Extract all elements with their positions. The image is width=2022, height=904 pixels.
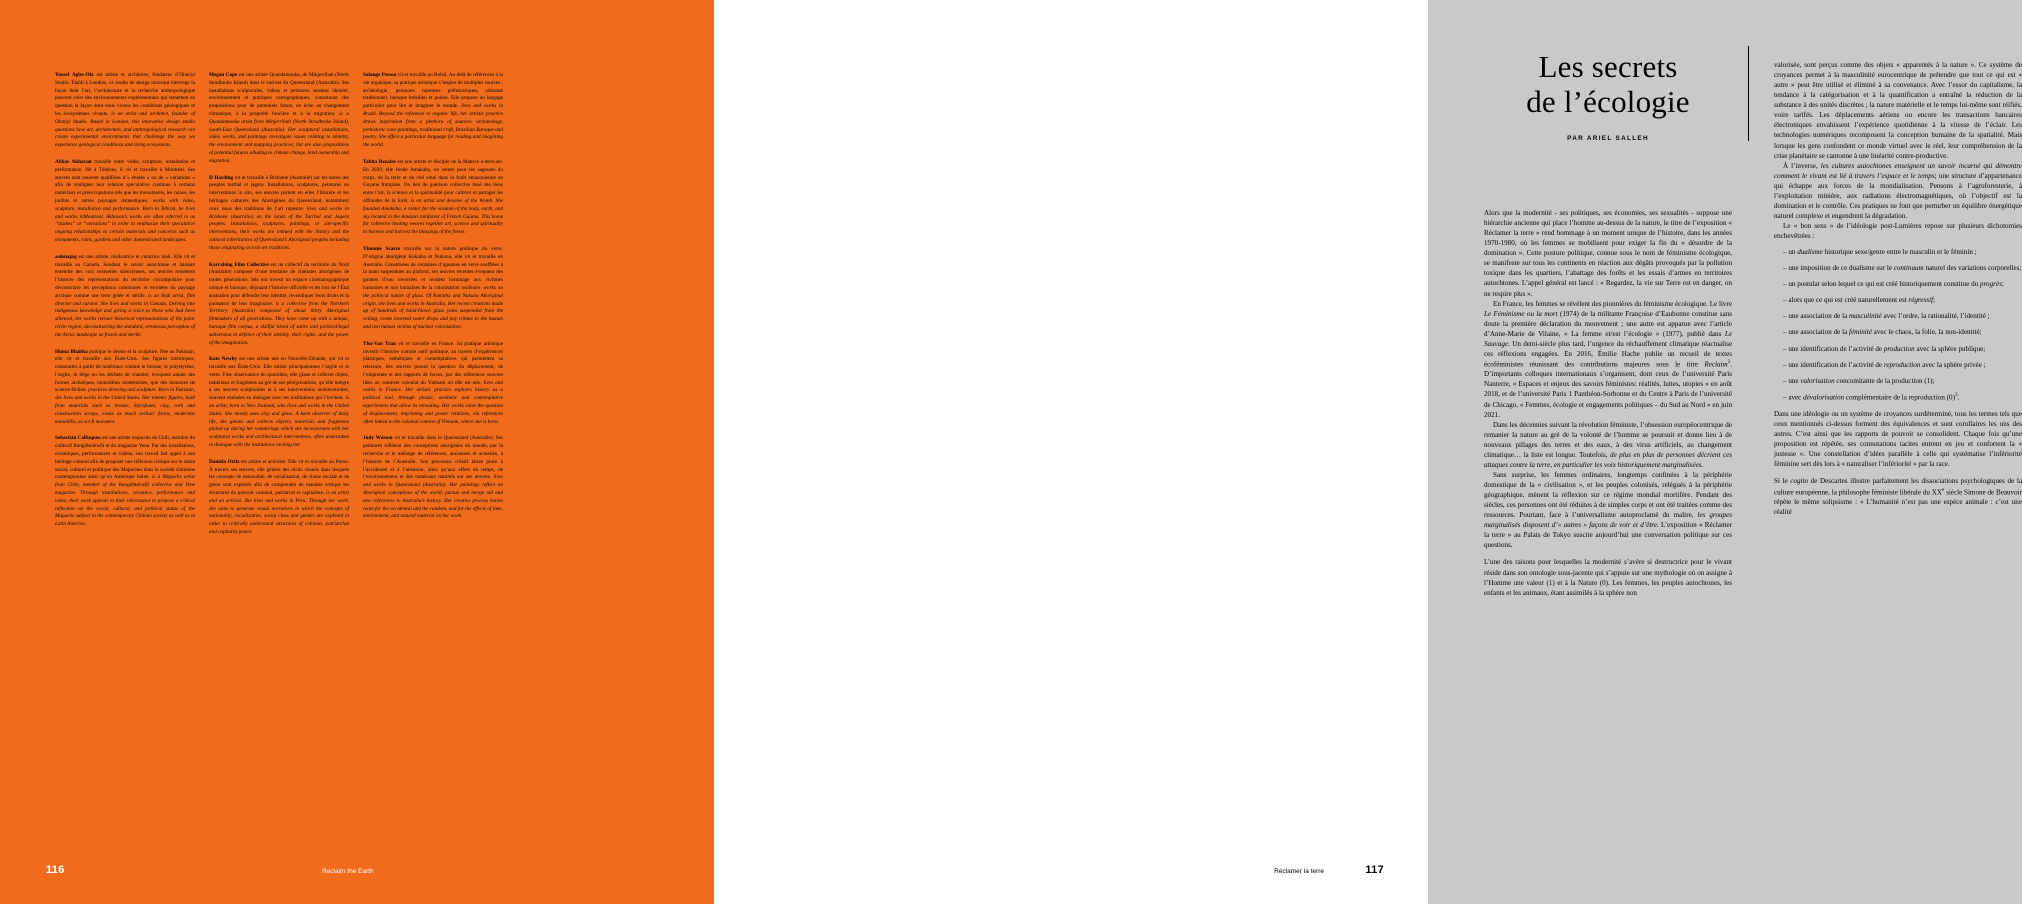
bio-text-en: is an artist and an activist. She lives and works in Peru. Through her work, she aims to generate visual narratives in which the concepts of nationality, racialization, social class and gender are explored in order to critically understand structures of colonial, patriarchal and capitalist power. — [209, 490, 349, 536]
folio-right: 117 — [1365, 864, 1384, 876]
list-item: – avec dévalorisation complémentaire de la reproduction $(0)^3$. — [1783, 391, 1960, 402]
paragraph: Alors que la modernité - ses politiques, ses économies, ses sexualités - suppose une hiérarchie ancienne qui place l’homme au-dessus de la nature, le titre de l’exposition « Réclamer la terre » rend hommage à un moment unique de l’histoire, dans les années 1970-1980, où les femmes se mobilisent pour exiger la fin du « désordre de la domination ». Cette posture politique, connue sous le nom de féminisme écologique, se manifeste sur tous les continents en réaction aux dégâts provoqués par la pollution toxique dans les quartiers, l’abattage des forêts et les essais d’armes en territoires autochtones. L’appel général est lancé : « Regardez, la vie sur Terre est en danger, on ne respire plus ». — [1484, 209, 1732, 298]
bio-text-fr: est artiste et activiste. Elle vit et travaille au Pérou. À travers ses œuvres, elle génère des récits visuels dans lesquels les concepts de nationalité, de racialisation, de classe sociale et de genre sont explorés afin de comprendre de manière critique les structures du pouvoir colonial, patriarcal et capitaliste. — [209, 458, 349, 497]
bio-text-en: works on the political nature of glass. Of Kokatha and Nukunu Aboriginal origin, she lives and works in Australia. Her recent creations made up of hundreds of hand-blown glass yams suspended from the ceiling, evoke inverted water drops and pay tribute to the human and non human victims of nuclear colonization. — [363, 284, 503, 330]
bio-text-en: is an artist and architect, founder of Olaniyi Studio. Based in London, this innovative design studio questions how art, architecture, and anthropological research can create experimental environments that challenge the way we experience geological conditions and living ecosystems. — [55, 110, 195, 149]
bio-column-3 — [363, 72, 503, 802]
bio-text-en: lives and works in Queensland (Australia). Her paintings reflect on Aboriginal conceptions of the world, pursue and merge old and new references to Australia’s history. Her creative process leaves room for the accidental and the random, and for the effects of time, environment, and natural material on her work. — [363, 474, 503, 520]
article-column-left — [1484, 208, 1732, 598]
bio-text-en: practices drawing and sculpture. Born in Pakistan, she lives and works in the United States. Her totemic figures, built from materials such as bronze, Styrofoam, clay, cork and construction scraps, evoke as much archaic forms, modernist monoliths, as sci-fi monsters. — [55, 387, 195, 425]
bio-column-1 — [55, 72, 195, 802]
bio-text-en: lives and works in Brazil. Beyond the reference to organic life, her artistic practice draws inspiration from a plethora of sources: archaeology, prehistoric cave paintings, traditional craft, Brazilian Baroque and poetry. She offers a particular language for reading and imagining the world. — [363, 103, 504, 149]
bio-text-fr: travaille sur la nature politique du verre. D’origine aborigène Kokatha et Nukunu, elle vit et travaille en Australie. Constituées de centaines d’ignames en verre soufflées à la main suspendues au plafond, ses œuvres récentes évoquent des gouttes d’eau inversées et rendent hommage aux victimes humaines et non humaines de la colonisation nucléaire. — [363, 245, 503, 291]
list-item: – un dualisme historique sexe/genre entre le masculin et le féminin ; — [1783, 248, 1977, 257]
bio-entry — [363, 435, 503, 521]
bio-entry — [55, 435, 195, 529]
paragraph: Sans surprise, les femmes ordinaires, longtemps confinées à la périphérie domestique de la « civilisation », et les peuples colonisés, relégués à la périphérie géographique, mènent la réflexion sur ce régime mondial mortifère. Pendant des siècles, ces personnes ont été réduites à de simples corps et ont été traitées comme des ressources. Pourtant, face à l’universalisme autoproclamé du maître, les groupes marginalisés disposent d’« autres » façons de voir et d’être. L’exposition « Réclamer la terre » au Palais de Tokyo suscite aujourd’hui une conversation politique sur ces questions. — [1484, 470, 1733, 550]
bio-name: Thu-Van Tran — [363, 340, 396, 347]
bio-entry — [363, 72, 503, 150]
contributor-bios — [55, 72, 657, 802]
bio-text-en: is a Mapuche artist from Chile, member of the Rangiñtulewfü collective and Yene magazine. Through installations, ceramics, performance and video, their work appeals to their inheritance to propose a critical reflection on the social, cultural, and political status of the Mapuche subject in the contemporary Chilean society as well as in Latin America. — [55, 474, 195, 528]
bio-text-en: works with video, sculpture, installation and performance. Born in Tehran, he lives and works inMontreal. Akhavan’s works are often referred to as “studies” or “variations” in order to emphasize their speculative ongoing relationships to certain materials and concerns such as monuments, ruins, gardens and other domesticated landscapes. — [55, 197, 195, 243]
bio-name: Judy Watson — [363, 435, 393, 442]
bio-text-fr: est une artiste née en Nouvelle-Zélande, qui vit et travaille aux États-Unis. Elle utilise principalement l’argile et le verre. Fine observatrice du quotidien, elle glane et collecte objets, matériaux et fragments au gré de ses pérégrinations, qu’elle intègre à ses œuvres sculpturales et à ses interventions architecturales, souvent réalisées en dialogue avec les institutions qui l’invitent. — [209, 356, 349, 402]
bio-name: Sebastián Calfuqueo — [55, 435, 101, 442]
title-line-2: de l’écologie — [1526, 83, 1690, 119]
list-item: – une identification de l’activité de production avec la sphère publique; — [1783, 344, 1986, 353]
right-page — [714, 0, 2022, 904]
bio-name: Kate Newby — [209, 356, 238, 363]
bio-entry — [209, 459, 349, 537]
bio-text-fr: vit et travaille à Brisbane (Australie) sur les terres des peuples turrbal et jagera. Installations, sculptures, peintures ou interventions in situ, ses œuvres portent en elles l’histoire et les héritages culturels des Aborigènes du Queensland, notamment ceux issus des traditions de l’art rupestre. — [209, 174, 349, 212]
bio-name: Solange Pessoa — [363, 72, 397, 78]
bio-entry — [55, 254, 195, 340]
paragraph: valorisée, sont perçus comme des objets « apparentés à la nature ». Ce système de croyances permet à la masculinité eurocentrique de prétendre que tout ce qui est « autre » peut être utilisé et éliminé à sa convenance. Avec l’essor du capitalisme, la tendance à la catégorisation et à la quantification a entraîné la réduction de la substance à des unités discrètes ; la nature matérielle et le temps lui-même sont réifiés, voire tarifés. Les déplacements aériens ou encore les transactions bancaires électroniques envahissent l’expérience quotidienne à la vitesse de l’éclair. Les technologies numériques recomposent la conception humaine de la spatialité. Mais lorsque les gens confondent ce monde virtuel avec le réel, leur compréhension de la crise planétaire se cantonne à une linéarité contre-productive. — [1774, 61, 2022, 160]
list-item: – un postulat selon lequel ce qui est créé historiquement constitue du progrès; — [1783, 280, 2004, 289]
bio-text-en: is an Inuk artist, film director and curator. She lives and works in Canada. Delving into indigenous knowledge and giving a voice to those who had been silenced, her works retrace historical representations of the polar circle region, deconstructing the standard, erroneous perception of the Arctic landscape as frozen and sterile. — [55, 292, 196, 338]
spacer — [1774, 469, 2022, 476]
bio-entry — [55, 159, 195, 245]
bio-text-fr: est une artiste et disciple de la Matrice u.terre.ine. En 2020, elle fonde Amakaba, un centre pour les sagesses du corps, de la terre et du ciel situé dans la forêt amazonienne en Guyane française. On lieu de guérison collective tissé des liens entre l’art, la science et la spiritualité pour cultiver et partager les offrandes de la forêt. — [363, 158, 503, 204]
bio-entry — [209, 262, 349, 348]
left-page — [0, 0, 714, 904]
bio-name: Yussef Agbo-Ola — [55, 72, 94, 78]
bio-text-fr: travaille entre vidéo, sculpture, installation et performance. Né à Téhéran, il vit et travaille à Montréal. Ses œuvres sont souvent qualifiées d’« études » ou de « variations » afin de souligner leur relation spéculative continue à certains matériaux et préoccupations tels que les monuments, les ruines, les jardins et autres paysages domestiques. — [55, 158, 195, 204]
bio-text-fr: est une artiste, réalisatrice et curatrice inuk. Elle vit et travaille au Canada. Sondant le savoir autochtone et laissant entendre des voix textuelles silencieuses, ses œuvres remettent l’histoire des représentations du territoire circumpolaire pour déconstruire les perceptions communes et erronées du paysage arctique comme une terre gelée et stérile. — [55, 253, 195, 299]
list-item: – une identification de l’activité de reproduction avec la sphère privée ; — [1783, 360, 1986, 369]
bio-entry — [209, 356, 349, 450]
bio-column-2 — [209, 72, 349, 802]
bio-entry — [209, 175, 349, 253]
paragraph: Dans les décennies suivant la révolution féministe, l’obsession européocentrique de remanier la nature au gré de la volonté de l’homme se poursuit et donne lieu à de nouveaux pillages des terres et des eaux, à des virus artificiels, au changement climatique… la liste est longue. Toutefois, de plus en plus de personnes décrient ces attaques contre la terre, en particulier les voix historiquement marginalisées. — [1484, 420, 1733, 469]
bio-text-en: lives and works in Brisbane (Australia) on the lands of the Turrbal and Jagera peoples. Installations, sculptures, paintings, or site-specific interventions, their works are imbued with the history and the cultural inheritances of Queensland’s Aboriginal peoples including those originating in rock art traditions. — [209, 205, 350, 251]
vertical-divider — [1748, 46, 1749, 141]
bio-name: D Harding — [209, 174, 234, 181]
spacer — [1484, 550, 1732, 557]
bio-text-en: is an artist, born in New Zealand, who lives and works in the United States. She mostly uses clay and glass. A keen observer of daily life, she gleans and collects objects, materials and fragments picked up during her wanderings which she incorporates with her sculptural works and architectural interventions, often undertaken in dialogue with the institutions inviting her. — [209, 395, 349, 449]
paragraph: Dans une idéologie ou un système de croyances surdéterminé, tous les termes tels que ceux mentionnés ci-dessus forment des équivalences et sont corollaires les uns des autres. C’est ainsi que les rapports de pouvoir se consolident. Chaque fois qu’une proposition est répétée, ses connotations tacites entrent en jeu et confortent la « justesse ». Une constellation d’idées parallèle à celle qui systématise l’infériorité féminine sert dès lors à « naturaliser l’infériorité » par la race. — [1774, 410, 2022, 469]
bio-text-fr: vit et travaille dans le Queensland (Australie). Ses peintures reflètent des conceptions aborigènes du monde, par la recherche et le mélange de références, anciennes et actuelles, à l’histoire de l’Australie. Son processus créatif laisse place à l’accidentel et à l’aléatoire, ainsi qu’aux effets du temps, de l’environnement et des matériaux naturels sur ses œuvres. — [363, 435, 503, 481]
bio-text-fr: est artiste et architecte, fondateur d’Olaniyi Studio. Établi à Londres, ce studio de design innovant interroge la façon dont l’art, l’architecture et la recherche anthropologique peuvent créer des environnements expérimentaux qui remettent en question la façon dont nous vivons les conditions géologiques et les écosystèmes vivants. — [55, 72, 195, 117]
bio-text-en: lives and works in France. Her artistic practice explores history as a political tool, through plastic, aesthetic and contemplative experiments that allow its rereading. Her works raise the question of displacement, imprinting and power relations, via references often linked to the colonial context of Vietnam, where she is born. — [363, 379, 503, 425]
bio-entry — [363, 246, 503, 332]
bio-text-en: is a collective from the Northern Territory (Australia) composed of about thirty Aboriginal filmmakers of all generations. They have come up with a unique, baroque film corpus, a skillful blend of satire and political/legal subversion in defence of their identity, their rights, and the power of the imagination. — [209, 300, 349, 346]
paragraph: Si le cogito de Descartes illustre parfaitement les dissociations psychologiques de la culture européenne, la philosophe féministe libérale du XXe siècle Simone de Beauvoir répète le même solipsisme : « L’humanité n’est pas une espèce animale : c’est une réalité — [1774, 477, 2022, 517]
article-title-block — [1484, 50, 1732, 142]
bio-text-fr: pratique le dessin et la sculpture. Née au Pakistan, elle vit et travaille aux États-Unis. Ses figures totémiques, construites à partir de matériaux comme le bronze, le polystyrène, l’argile, le liège ou les déchets de chantier, évoquent autant des formes archaïques, monolithes modernistes, que des monstres de science-fiction. — [55, 348, 195, 394]
bio-name: Megan Cope — [209, 72, 238, 78]
bio-name: Huma Bhabha — [55, 348, 88, 355]
list-item: – une valorisation concomitante de la production (1); — [1783, 376, 1935, 385]
spacer — [1774, 402, 2022, 409]
bio-entry — [209, 72, 349, 166]
bio-text-fr: est une artiste Quandamooka, de Minjerribah (North Stradbroke Island) dans le sud-est du Queensland (Australie). Ses installations sculpturales, vidéos et peintures sondent identité, environnement et pratiques cartographiques, constituant des propositions pour de potentiels futurs, en écho au changement climatique, à la propriété foncière et à la migration. — [209, 72, 349, 117]
folio-left: 116 — [46, 864, 65, 876]
list-item: – une association de la masculinité avec l’ordre, la rationalité, l’identité ; — [1783, 312, 1990, 321]
bio-column-4 — [517, 72, 657, 802]
bio-name: Yhonnie Scarce — [363, 245, 401, 252]
running-head-right: Réclamer la terre — [1274, 868, 1324, 875]
bio-name: Abbas Akhavan — [55, 158, 92, 165]
bio-text-en: is a Quandamooka artist from Minjerribah (North Stradbroke Island), South-East Queensland (Australia). Her sculptural installations, video works, and paintings investigate issues relating to identity, the environment and mapping practices; but are also propositions of potential futures alluding to climate change, land ownership and migration. — [209, 110, 349, 164]
paragraph: L’une des raisons pour lesquelles la modernité s’avère si destructrice pour le vivant réside dans son ontologie sous-jacente qui s’appuie sur une mythologie où on assigne à l’Homme une valeur (1) et à la Nature (0). Les femmes, les peuples autochtones, les enfants et les animaux, étant assimilés à la sphère non — [1484, 558, 1732, 597]
bio-text-en: is an artist and devotee of the Womb. She founded Amakaba, a center for the wisdom of the body, earth, and sky located in the Amazon rainforest of French Guiana. This home for collective healing weaves together art, science and spirituality to harness and harvest the blessings of the forest. — [363, 197, 503, 236]
bio-text-fr: vit et travaille en France. Sa pratique artistique investit l’histoire comme outil politique, au travers d’expériences plastiques, esthétiques et contemplatives qui permettent sa relecture. Ses œuvres posent la question du déplacement, de l’empreinte et des rapports de forces, par des références souvent liées au contexte colonial du Vietnam où elle est née. — [363, 340, 503, 386]
page-title — [1484, 50, 1732, 119]
bio-name: Karrabing Film Collective — [209, 261, 269, 268]
paragraph: Le « bon sens » de l’idéologie post-Lumières repose sur plusieurs dichotomies enchevêtrées : — [1774, 222, 2022, 241]
bio-text-fr: est une artiste mapuche du Chili, membre du collectif Rangiñtulewfü et du magazine Yene. Par des installations, céramiques, performances et vidéos, son travail fait appel à son héritage culturel afin de proposer une réflexion critique sur le statut social, culturel et politique des Mapuches dans la société chilienne contemporaine ainsi qu’en Amérique latine. — [55, 435, 196, 481]
bio-entry — [363, 159, 503, 237]
bio-name: Tabita Rezaire — [363, 158, 396, 165]
article-column-right — [1774, 60, 2022, 517]
list-item: – une imposition de ce dualisme sur le continuum naturel des variations corporelles; — [1783, 264, 2022, 273]
bio-text-fr: vit et travaille au Brésil. Au-delà de références à la vie organique, sa pratique artistique s’inspire de multiples sources : archéologie, peintures rupestres préhistoriques, artisanat traditionnel, baroque brésilien et poésie. Elle propose un langage particulier pour lire et imaginer le monde. — [363, 72, 503, 110]
running-head-left: Reclaim the Earth — [322, 868, 374, 875]
list-item: – une association de la féminité avec le chaos, la folie, la non-identité; — [1783, 328, 1982, 337]
bio-name: Daniela Ortiz — [209, 458, 240, 465]
paragraph: À l’inverse, les cultures autochtones enseignent un savoir incarné qui démontre comment le vivant est lié à travers l’espace et le temps; une structure d’appartenance qui échappe aux forces de la mondialisation. Pensons à l’agroforesterie, à l’exploitation minière, aux radiations électromagnétiques, où l’objectif est la domination et le contrôle. Ces pratiques ne font que perturber un équilibre énergétique naturel complexe et engendrent la dégradation. — [1774, 161, 2022, 220]
bio-entry — [55, 349, 195, 427]
bio-text-fr: est un collectif du territoire du Nord (Australie) composé d’une trentaine de cinéastes aborigènes de toutes générations. Iels ont investi un espace cinématographique unique et baroque, déjouant l’histoire officielle et les lois de l’État australien pour défendre leur identité, revendiquer leurs droits et la puissance de leur imaginaire. — [209, 261, 349, 307]
bio-entry — [363, 341, 503, 427]
list-item: – alors que ce qui est créé naturellement est régressif; — [1783, 296, 1936, 305]
title-line-1: Les secrets — [1538, 49, 1678, 84]
bio-entry — [55, 72, 195, 150]
dichotomy-list — [1774, 247, 2022, 402]
paragraph: En France, les femmes se révèlent des pionnières du féminisme écologique. Le livre Le Féminisme ou la mort (1974) de la militante Françoise d’Eaubonne constitue sans doute la première déclaration du mouvement ; une autre est apparue avec l’article d’Anne-Marie de Vilaine, « La femme et/est l’écologie » (1977), publié dans Le Sauvage. Un demi-siècle plus tard, l’urgence du réchauffement climatique réactualise ces réflexions engagées. En 2016, Émilie Hache publie un recueil de textes écoféministes réunissant des contributions majeures sous le titre Reclaim$^2$. D’importants colloques internationaux s’organisent, dont ceux de l’université Paris Nanterre, « Espaces et enjeux des savoirs féministes: réalités, luttes, utopies » en août 2018, et de l’université Paris 1 Panthéon-Sorbonne et du Centre à Paris de l’université de Chicago, « Femmes, écologie et engagements politiques – du Sud au Nord » en juin 2021. — [1484, 299, 1733, 419]
bio-name: asinnajaq — [55, 253, 77, 260]
article-byline: PAR ARIEL SALLEH — [1567, 135, 1649, 143]
